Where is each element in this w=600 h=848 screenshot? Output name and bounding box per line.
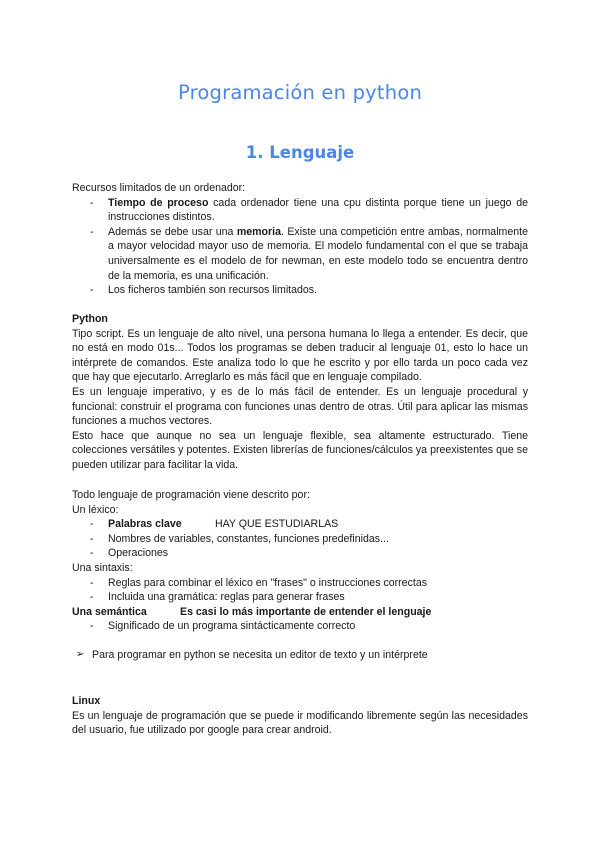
list-item <box>72 196 528 225</box>
linux-section <box>72 694 528 738</box>
list-item-text: Además se debe usar una <box>108 225 237 238</box>
page-title: Programación en python <box>177 81 423 105</box>
list-item-text: Operaciones <box>108 547 169 560</box>
semantica-label: Una semántica <box>72 605 147 618</box>
semantica-line <box>72 605 528 620</box>
list-item <box>72 546 528 561</box>
bold-term: Palabras clave <box>108 518 182 531</box>
list-item <box>72 283 528 298</box>
python-section <box>72 312 528 473</box>
section-heading: 1. Lenguaje <box>245 142 355 162</box>
bold-term: memoria <box>236 225 281 238</box>
arrow-note-text: Para programar en python se necesita un editor de texto y un intérprete <box>92 648 428 661</box>
python-paragraph-2: Es un lenguaje imperativo, y es de lo más fácil de entender. Es un lenguaje procedural y funcional: construir el programa con funciones unas dentro de otras. Útil para aplicar las mismas funciones a muchos vectores. <box>72 385 528 428</box>
arrow-note <box>72 648 528 663</box>
list-item-text: Incluida una gramática: reglas para generar frases <box>108 591 345 604</box>
list-item-text: HAY QUE ESTUDIARLAS <box>215 518 339 531</box>
python-heading <box>72 312 528 327</box>
resource-list <box>72 196 528 298</box>
list-item <box>72 619 528 634</box>
lexico-label: Un léxico: <box>72 503 119 516</box>
semantica-list <box>72 619 528 634</box>
heading-text: Linux <box>72 695 101 707</box>
arrow-bullet-icon: ➢ <box>76 648 85 660</box>
python-paragraph-3: Esto hace que aunque no sea un lenguaje flexible, sea altamente estructurado. Tiene colecciones versátiles y potentes. Existen librerías de funciones/cálculos ya preexistentes que se pueden utilizar para facilitar la vida. <box>72 429 528 471</box>
linux-heading <box>72 694 528 709</box>
list-item <box>72 532 528 547</box>
list-item <box>72 576 528 591</box>
intro-lead: Recursos limitados de un ordenador: <box>72 182 246 194</box>
list-item <box>72 517 528 532</box>
bold-term: Tiempo de proceso <box>108 196 209 209</box>
semantica-note: Es casi lo más importante de entender el lenguaje <box>180 605 432 618</box>
list-item-text: Reglas para combinar el léxico en "frases" o instrucciones correctas <box>108 576 428 589</box>
language-description-section <box>72 488 528 663</box>
linux-paragraph: Es un lenguaje de programación que se puede ir modificando libremente según las necesidades del usuario, fue utilizado por google para crear android. <box>72 709 528 737</box>
list-item-text: Significado de un programa sintácticamente correcto <box>108 620 356 633</box>
list-item-text: cada ordenador tiene una cpu distinta porque tiene un juego de instrucciones distintos. <box>108 196 529 224</box>
sintaxis-list <box>72 576 528 605</box>
list-item-text: Los ficheros también son recursos limitados. <box>108 284 318 297</box>
list-item-text: . Existe una competición entre ambas, normalmente a mayor velocidad mayor uso de memoria. El modelo fundamental con el que se trabaja universalmente es el modelo de for newman, en este modelo todo se encuentra dentro de la memoria, es una unificación. <box>108 225 528 282</box>
heading-text: Python <box>72 313 108 325</box>
list-item-text: Nombres de variables, constantes, funciones predefinidas... <box>108 532 389 545</box>
lexico-list <box>72 517 528 561</box>
list-item <box>72 225 528 283</box>
python-paragraph-1: Tipo script. Es un lenguaje de alto nivel, una persona humana lo llega a entender. Es decir, que no está en modo 01s... Todos los programas se deben traducir al lenguaje 01, esto lo hace un intérprete de comandos. Este analiza todo lo que he escrito y por ello tarda un poco cada vez que hay que ejecutarlo. Arreglarlo es más fácil que en lenguaje compilado. <box>72 327 528 384</box>
description-lead: Todo lenguaje de programación viene descrito por: <box>72 489 310 501</box>
list-item <box>72 590 528 605</box>
intro-section <box>72 181 528 298</box>
sintaxis-label: Una sintaxis: <box>72 561 133 574</box>
